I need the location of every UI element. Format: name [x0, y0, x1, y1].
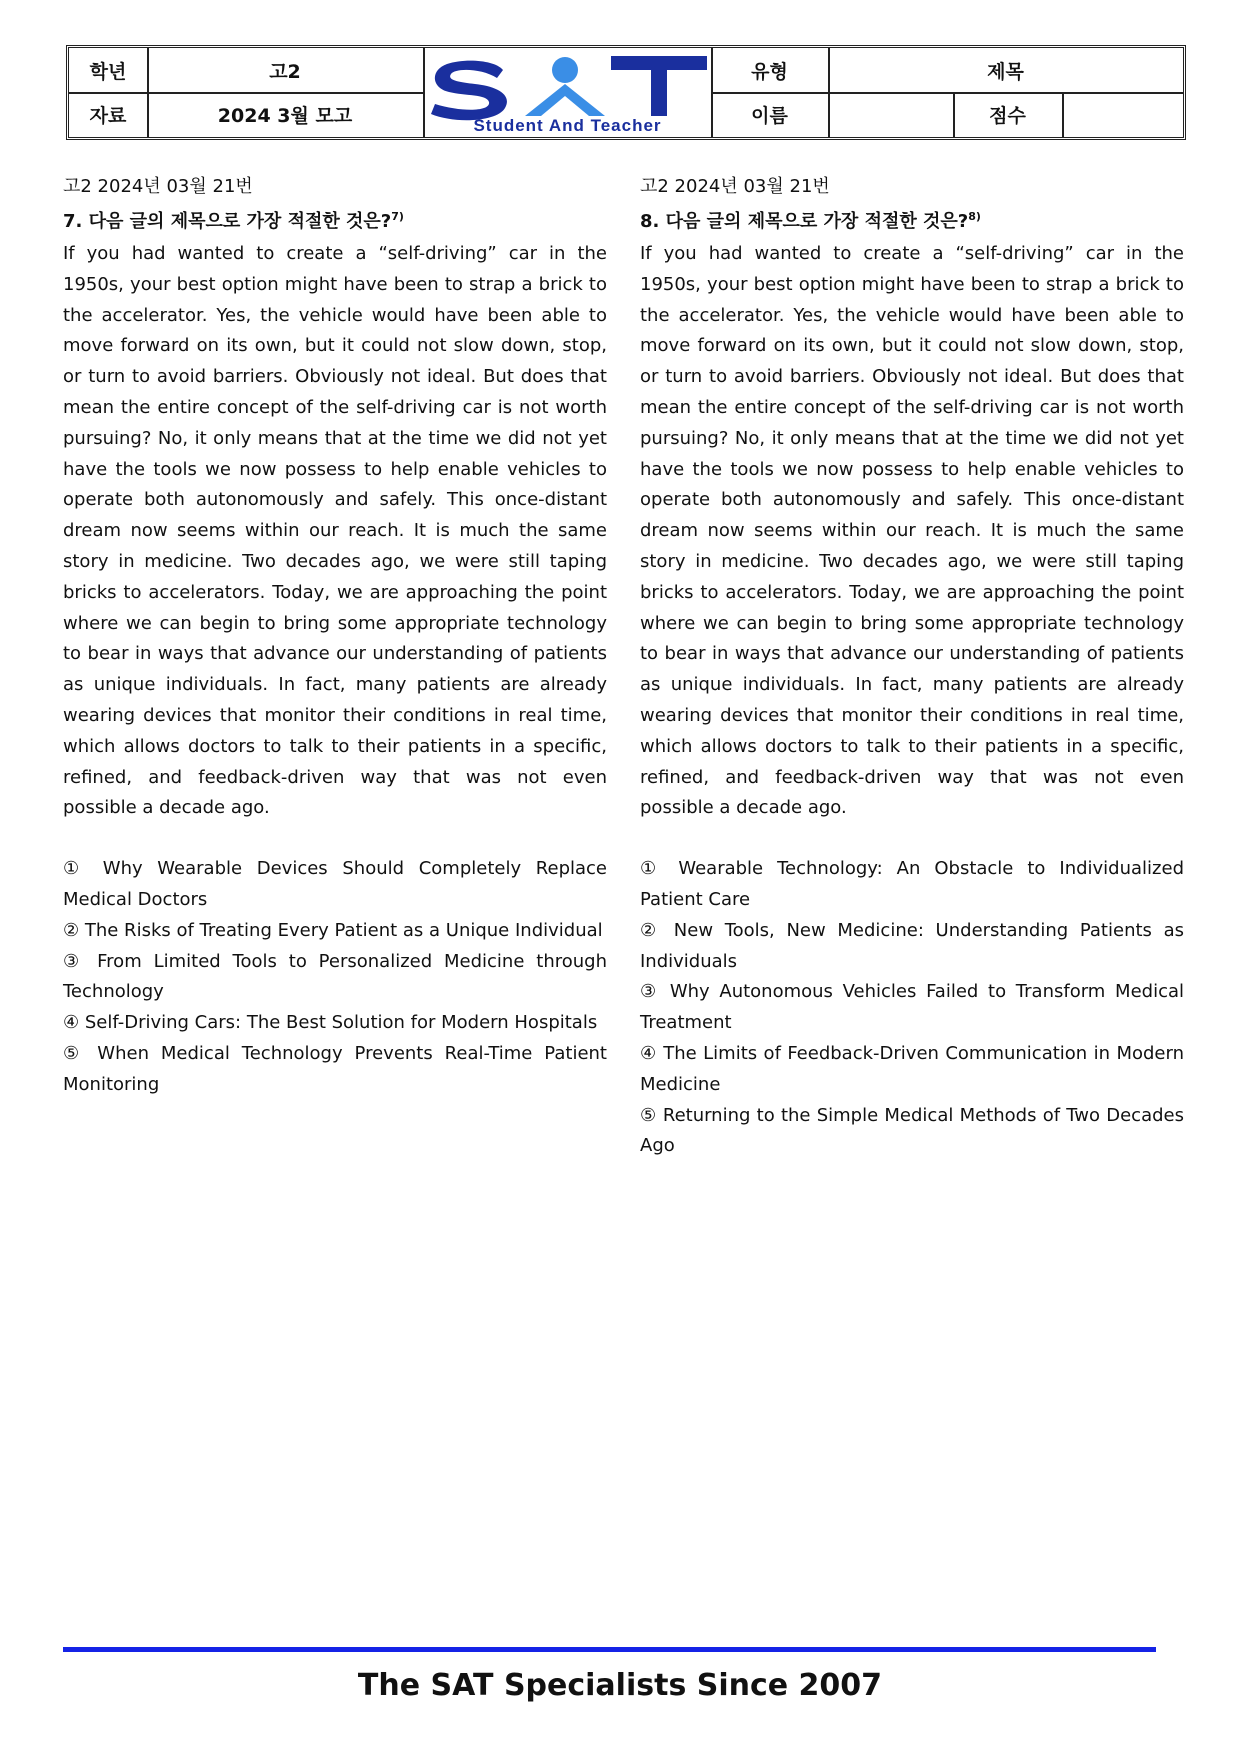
- question-source: 고2 2024년 03월 21번: [640, 176, 830, 197]
- answer-choice-1[interactable]: ① Why Wearable Devices Should Completely Replace Medical Doctors: [63, 858, 607, 910]
- answer-choice-1[interactable]: ① Wearable Technology: An Obstacle to Individualized Patient Care: [640, 858, 1184, 910]
- question-title-text: 8. 다음 글의 제목으로 가장 적절한 것은?: [640, 211, 969, 232]
- answer-choice-4[interactable]: ④ The Limits of Feedback-Driven Communication in Modern Medicine: [640, 1042, 1184, 1095]
- type-label: 유형: [751, 60, 788, 83]
- material-value: 2024 3월 모고: [217, 105, 353, 127]
- footer-divider: [63, 1647, 1156, 1652]
- worksheet-header-table: [66, 45, 1186, 140]
- footnote-marker: 7): [391, 210, 404, 223]
- question-title-text: 7. 다음 글의 제목으로 가장 적절한 것은?: [63, 211, 392, 232]
- answer-choice-3[interactable]: ③ Why Autonomous Vehicles Failed to Transform Medical Treatment: [640, 981, 1184, 1034]
- name-field[interactable]: [828, 92, 953, 137]
- question-title: [640, 202, 1184, 237]
- answer-choice-3[interactable]: ③ From Limited Tools to Personalized Medicine through Technology: [63, 950, 607, 1003]
- footnote-marker: 8): [968, 210, 981, 223]
- score-label: 점수: [989, 105, 1026, 127]
- answer-choices: [640, 854, 1184, 1162]
- answer-choice-5[interactable]: ⑤ Returning to the Simple Medical Methods of Two Decades Ago: [640, 1104, 1184, 1157]
- question-8: [640, 172, 1184, 1162]
- footer-tagline: The SAT Specialists Since 2007: [357, 1668, 883, 1703]
- material-label: 자료: [89, 105, 127, 127]
- answer-choice-4[interactable]: ④ Self-Driving Cars: The Best Solution for Modern Hospitals: [63, 1012, 598, 1034]
- score-field[interactable]: [1062, 92, 1183, 137]
- title-label: 제목: [987, 60, 1024, 83]
- passage-text: If you had wanted to create a “self-driving” car in the 1950s, your best option might have been to strap a brick to the accelerator. Yes, the vehicle would have been able to move forward on its own, but it could not slow down, stop, or turn to avoid barriers. Obviously not ideal. But does that mean the entire concept of the self-driving car is not worth pursuing? No, it only means that at the time we did not yet have the tools we now possess to help enable vehicles to operate both autonomously and safely. This once-distant dream now seems within our reach. It is much the same story in medicine. Two decades ago, we were still taping bricks to accelerators. Today, we are approaching the point where we can begin to bring some appropriate technology to bear in ways that advance our understanding of patients as unique individuals. In fact, many patients are already wearing devices that monitor their conditions in real time, which allows doctors to talk to their patients in a specific, refined, and feedback-driven way that was not even possible a decade ago.: [63, 243, 607, 819]
- name-label: 이름: [751, 105, 788, 127]
- answer-choices: [63, 854, 607, 1100]
- grade-value: 고2: [269, 60, 301, 83]
- answer-choice-2[interactable]: ② The Risks of Treating Every Patient as a Unique Individual: [63, 919, 603, 941]
- question-7: [63, 172, 607, 1101]
- answer-choice-5[interactable]: ⑤ When Medical Technology Prevents Real-Time Patient Monitoring: [63, 1042, 607, 1095]
- grade-label: 학년: [89, 60, 127, 83]
- logo-caption: Student And Teacher: [473, 116, 662, 135]
- answer-choice-2[interactable]: ② New Tools, New Medicine: Understanding Patients as Individuals: [640, 919, 1184, 972]
- question-title: [63, 202, 607, 237]
- passage-text: If you had wanted to create a “self-driving” car in the 1950s, your best option might have been to strap a brick to the accelerator. Yes, the vehicle would have been able to move forward on its own, but it could not slow down, stop, or turn to avoid barriers. Obviously not ideal. But does that mean the entire concept of the self-driving car is not worth pursuing? No, it only means that at the time we did not yet have the tools we now possess to help enable vehicles to operate both autonomously and safely. This once-distant dream now seems within our reach. It is much the same story in medicine. Two decades ago, we were still taping bricks to accelerators. Today, we are approaching the point where we can begin to bring some appropriate technology to bear in ways that advance our understanding of patients as unique individuals. In fact, many patients are already wearing devices that monitor their conditions in real time, which allows doctors to talk to their patients in a specific, refined, and feedback-driven way that was not even possible a decade ago.: [640, 243, 1184, 819]
- question-source: 고2 2024년 03월 21번: [63, 176, 253, 197]
- sat-logo: [425, 50, 710, 136]
